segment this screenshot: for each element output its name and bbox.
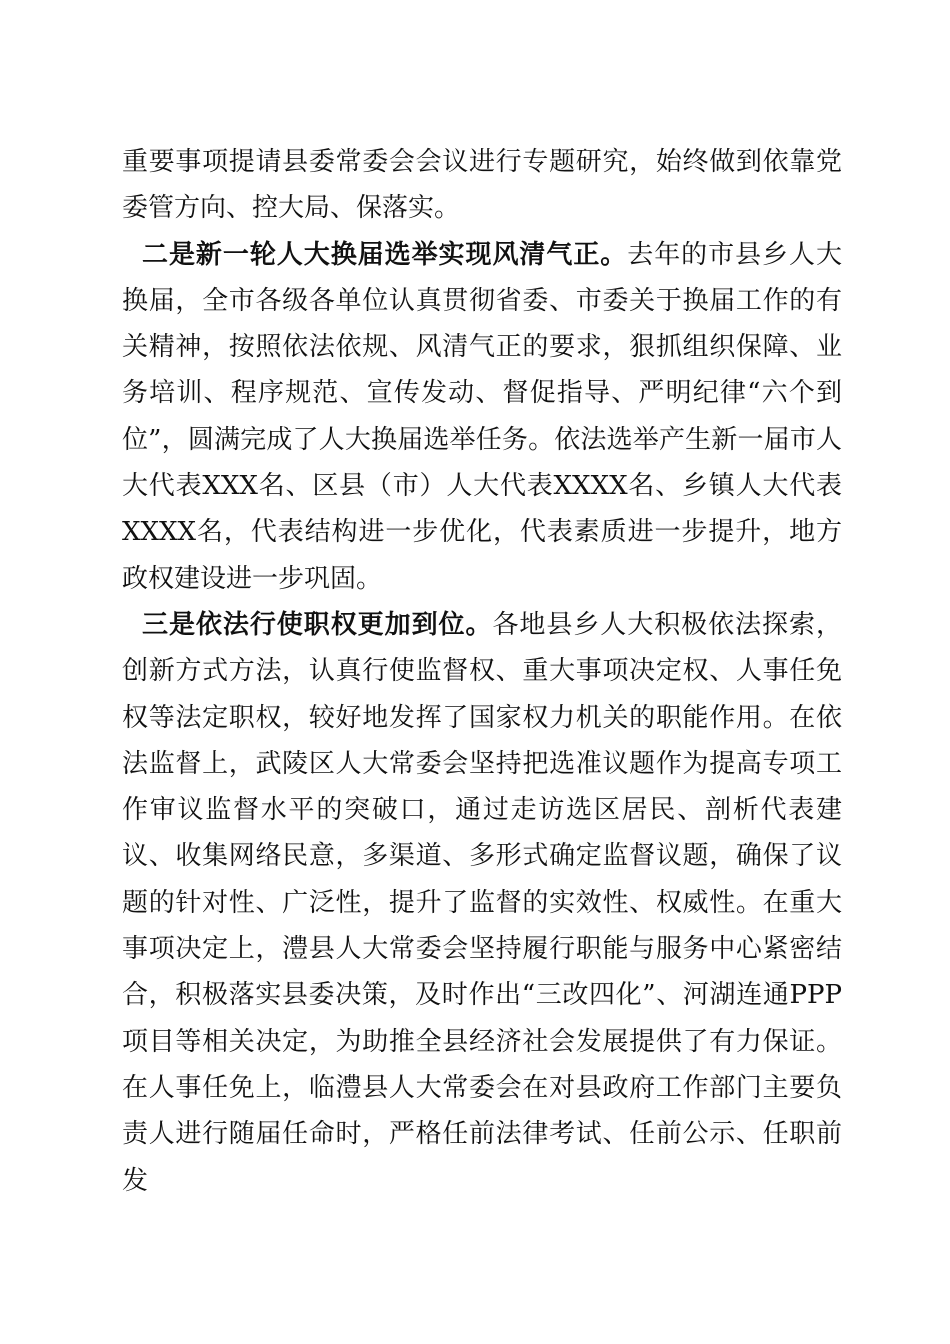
paragraph-text: 去年的市县乡人大换届，全市各级各单位认真贯彻省委、市委关于换届工作的有关精神，按照依法依规、风清气正的要求，狠抓组织保障、业务培训、程序规范、宣传发动、督促指导、严明纪律“六个到位”，圆满完成了人大换届选举任务。依法选举产生新一届市人大代表XXX名、区县（市）人大代表XXXX名、乡镇人大代表XXXX名，代表结构进一步优化，代表素质进一步提升，地方政权建设进一步巩固。 — [122, 239, 842, 594]
paragraph-powers — [122, 602, 842, 1204]
paragraph-election — [122, 232, 842, 602]
paragraph-text: 各地县乡人大积极依法探索，创新方式方法，认真行使监督权、重大事项决定权、人事任免权等法定职权，较好地发挥了国家权力机关的职能作用。在依法监督上，武陵区人大常委会坚持把选准议题作为提高专项工作审议监督水平的突破口，通过走访选区居民、剖析代表建议、收集网络民意，多渠道、多形式确定监督议题，确保了议题的针对性、广泛性，提升了监督的实效性、权威性。在重大事项决定上，澧县人大常委会坚持履行职能与服务中心紧密结合，积极落实县委决策，及时作出“三改四化”、河湖连通PPP项目等相关决定，为助推全县经济社会发展提供了有力保证。在人事任免上，临澧县人大常委会在对县政府工作部门主要负责人进行随届任命时，严格任前法律考试、任前公示、任职前发 — [122, 609, 842, 1196]
paragraph-lead: 二是新一轮人大换届选举实现风清气正。 — [142, 239, 628, 270]
paragraph-lead: 三是依法行使职权更加到位。 — [142, 609, 493, 640]
body-text — [122, 139, 842, 1204]
paragraph-text: 重要事项提请县委常委会会议进行专题研究，始终做到依靠党委管方向、控大局、保落实。 — [122, 147, 842, 224]
paragraph-continuation — [122, 139, 842, 232]
